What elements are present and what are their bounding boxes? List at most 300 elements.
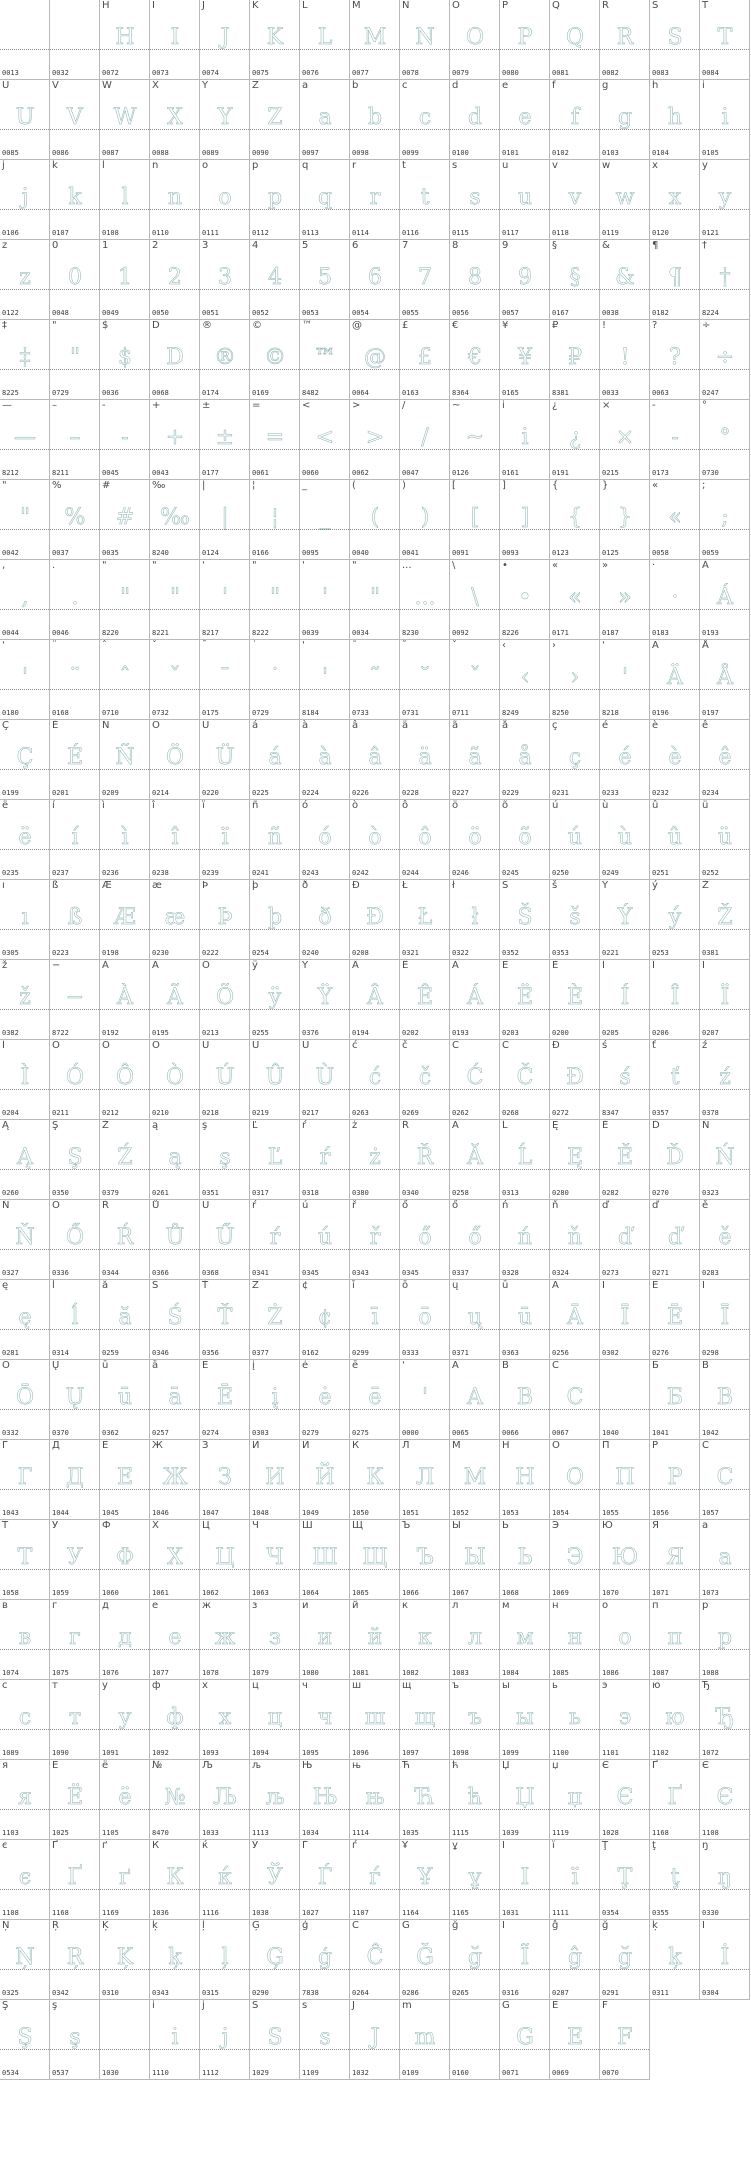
- glyph-preview: m: [414, 2025, 436, 2050]
- glyph-char-label: ‰: [152, 480, 166, 491]
- glyph-char-label: р: [702, 1600, 709, 1611]
- glyph-code: 1105: [102, 1829, 119, 1837]
- glyph-code: 0214: [152, 789, 169, 797]
- glyph-preview: {: [568, 505, 582, 530]
- glyph-cell: [150, 1440, 200, 1520]
- glyph-char-label: ф: [152, 1680, 161, 1691]
- glyph-code: 0173: [652, 469, 669, 477]
- glyph-preview: â: [368, 745, 382, 770]
- glyph-cell: [550, 560, 600, 640]
- glyph-preview: Х: [167, 1545, 183, 1570]
- glyph-preview: ť: [670, 1065, 680, 1090]
- glyph-code: 1079: [252, 1669, 269, 1677]
- glyph-preview: ќ: [218, 1865, 232, 1890]
- glyph-char-label: ": [352, 560, 357, 571]
- glyph-preview: %: [64, 505, 86, 530]
- glyph-code: 0056: [452, 309, 469, 317]
- glyph-cell: [150, 0, 200, 80]
- glyph-code: 0356: [202, 1349, 219, 1357]
- glyph-code: 0258: [452, 1189, 469, 1197]
- glyph-cell: [300, 400, 350, 480]
- glyph-code: 0161: [502, 469, 519, 477]
- glyph-char-label: N: [402, 0, 410, 11]
- glyph-code: 1100: [552, 1749, 569, 1757]
- glyph-char-label: >: [352, 400, 361, 411]
- glyph-cell: [100, 1680, 150, 1760]
- glyph-preview: ћ: [467, 1785, 483, 1810]
- glyph-preview: V: [67, 105, 83, 130]
- glyph-preview: з: [269, 1625, 281, 1650]
- glyph-code: 1056: [652, 1509, 669, 1517]
- glyph-cell: [600, 1520, 650, 1600]
- glyph-cell: [300, 1200, 350, 1280]
- glyph-code: 0093: [502, 549, 519, 557]
- glyph-preview: в: [18, 1625, 32, 1650]
- glyph-code: 0124: [202, 549, 219, 557]
- glyph-preview: 5: [318, 265, 332, 290]
- glyph-cell: [600, 1600, 650, 1680]
- glyph-code: 1082: [402, 1669, 419, 1677]
- glyph-code: 0238: [152, 869, 169, 877]
- glyph-code: 0340: [402, 1189, 419, 1197]
- glyph-code: 0251: [652, 869, 669, 877]
- glyph-preview: Є: [716, 1785, 734, 1810]
- glyph-preview: ú: [567, 825, 583, 850]
- glyph-code: 1102: [652, 1749, 669, 1757]
- glyph-cell: [650, 640, 700, 720]
- glyph-preview: ķ: [168, 1945, 182, 1970]
- glyph-char-label: !: [602, 320, 607, 331]
- glyph-char-label: 9: [502, 240, 509, 251]
- glyph-char-label: с: [2, 1680, 8, 1691]
- glyph-cell: [500, 2000, 550, 2080]
- glyph-preview: Đ: [566, 1065, 584, 1090]
- glyph-char-label: Ï: [702, 960, 705, 971]
- glyph-preview: М: [463, 1465, 487, 1490]
- glyph-code: 0287: [552, 1989, 569, 1997]
- glyph-cell: [400, 1360, 450, 1440]
- glyph-cell: [300, 240, 350, 320]
- glyph-cell: [600, 1120, 650, 1200]
- glyph-preview: ю: [665, 1705, 685, 1730]
- glyph-preview: У: [67, 1545, 83, 1570]
- glyph-char-label: s: [302, 2000, 308, 2011]
- glyph-char-label: ÷: [702, 320, 711, 331]
- glyph-preview: ķ: [668, 1945, 682, 1970]
- glyph-preview: Ĉ: [366, 1945, 384, 1970]
- glyph-char-label: °: [702, 400, 707, 411]
- glyph-cell: [600, 1760, 650, 1840]
- glyph-char-label: €: [452, 320, 459, 331]
- glyph-code: 0193: [452, 1029, 469, 1037]
- glyph-code: 0088: [152, 149, 169, 157]
- glyph-char-label: ": [52, 320, 57, 331]
- glyph-preview: Ų: [65, 1385, 85, 1410]
- glyph-code: 0053: [302, 309, 319, 317]
- glyph-code: 0055: [402, 309, 419, 317]
- glyph-code: 1090: [52, 1749, 69, 1757]
- glyph-preview: ˇ: [469, 665, 481, 690]
- glyph-char-label: М: [452, 1440, 461, 1451]
- glyph-preview: Ő: [65, 1225, 85, 1250]
- glyph-char-label: ;: [702, 480, 706, 491]
- glyph-code: 0169: [252, 389, 269, 397]
- glyph-cell: [350, 800, 400, 880]
- glyph-cell: [600, 880, 650, 960]
- glyph-preview: °: [719, 425, 731, 450]
- glyph-char-label: Ú: [202, 1040, 210, 1051]
- glyph-cell: [550, 1840, 600, 1920]
- glyph-code: 1168: [52, 1909, 69, 1917]
- glyph-code: 0729: [52, 389, 69, 397]
- glyph-preview: Ґ: [67, 1865, 83, 1890]
- glyph-preview: ő: [468, 1225, 482, 1250]
- glyph-preview: ‡: [19, 345, 31, 370]
- glyph-cell: [200, 1200, 250, 1280]
- glyph-code: 0091: [452, 549, 469, 557]
- glyph-char-label: ç: [552, 720, 558, 731]
- glyph-cell: [250, 560, 300, 640]
- glyph-preview: Þ: [217, 905, 233, 930]
- glyph-code: 0037: [52, 549, 69, 557]
- glyph-code: 8217: [202, 629, 219, 637]
- glyph-char-label: e: [502, 80, 509, 91]
- glyph-code: 1052: [452, 1509, 469, 1517]
- glyph-preview: .: [71, 585, 79, 610]
- glyph-code: 0044: [2, 629, 19, 637]
- glyph-cell: [700, 320, 750, 400]
- glyph-char-label: <: [302, 400, 311, 411]
- glyph-cell: [50, 320, 100, 400]
- glyph-cell: [250, 160, 300, 240]
- glyph-preview: Ŕ: [116, 1225, 134, 1250]
- glyph-code: 0273: [602, 1269, 619, 1277]
- glyph-cell: [400, 0, 450, 80]
- glyph-char-label: ґ: [102, 1840, 108, 1851]
- glyph-preview: ¢: [318, 1305, 332, 1330]
- glyph-char-label: »: [602, 560, 609, 571]
- glyph-cell: [700, 80, 750, 160]
- glyph-cell: [250, 1760, 300, 1840]
- glyph-cell: [0, 1360, 50, 1440]
- glyph-cell: [150, 480, 200, 560]
- glyph-preview: Ŗ: [66, 1945, 84, 1970]
- glyph-preview: Y: [217, 105, 233, 130]
- glyph-char-label: ÿ: [252, 960, 258, 971]
- glyph-code: 0058: [652, 549, 669, 557]
- glyph-code: 0113: [302, 229, 319, 237]
- glyph-cell: [50, 1520, 100, 1600]
- glyph-code: 1076: [102, 1669, 119, 1677]
- glyph-cell: [400, 880, 450, 960]
- glyph-preview: Ѓ: [317, 1865, 333, 1890]
- glyph-code: 0235: [2, 869, 19, 877]
- glyph-char-label: 3: [202, 240, 209, 251]
- glyph-code: 0174: [202, 389, 219, 397]
- glyph-code: 0333: [402, 1349, 419, 1357]
- glyph-cell: [450, 1360, 500, 1440]
- glyph-code: 0213: [202, 1029, 219, 1037]
- glyph-char-label: м: [502, 1600, 510, 1611]
- glyph-code: 0070: [602, 2069, 619, 2077]
- glyph-code: 8249: [502, 709, 519, 717]
- glyph-char-label: ©: [252, 320, 262, 331]
- glyph-preview: ф: [166, 1705, 184, 1730]
- glyph-preview: i: [721, 105, 729, 130]
- glyph-cell: [550, 720, 600, 800]
- glyph-cell: [200, 960, 250, 1040]
- glyph-code: 1040: [602, 1429, 619, 1437]
- glyph-preview: Ż: [267, 1305, 283, 1330]
- glyph-code: 0242: [352, 869, 369, 877]
- glyph-preview: ý: [668, 905, 682, 930]
- glyph-cell: [550, 80, 600, 160]
- glyph-code: 1049: [302, 1509, 319, 1517]
- glyph-preview: ô: [418, 825, 432, 850]
- glyph-char-label: Ó: [52, 1040, 60, 1051]
- glyph-char-label: ї: [552, 1840, 555, 1851]
- glyph-char-label: ¿: [552, 400, 558, 411]
- glyph-code: 0299: [352, 1349, 369, 1357]
- glyph-preview: B: [516, 1385, 534, 1410]
- glyph-preview: ®: [214, 345, 236, 370]
- glyph-preview: F: [617, 2025, 633, 2050]
- glyph-char-label: Ų: [52, 1360, 60, 1371]
- glyph-code: 0038: [602, 309, 619, 317]
- glyph-char-label: ğ: [452, 1920, 459, 1931]
- glyph-code: 0064: [352, 389, 369, 397]
- glyph-code: 0111: [202, 229, 219, 237]
- glyph-char-label: І: [502, 1840, 505, 1851]
- glyph-code: 0255: [252, 1029, 269, 1037]
- glyph-code: 0182: [652, 309, 669, 317]
- glyph-char-label: Ö: [152, 720, 160, 731]
- glyph-code: 0090: [252, 149, 269, 157]
- glyph-code: 1034: [302, 1829, 319, 1837]
- glyph-cell: [450, 160, 500, 240]
- glyph-cell: [700, 400, 750, 480]
- glyph-cell: [250, 240, 300, 320]
- glyph-char-label: 2: [152, 240, 159, 251]
- glyph-cell: [50, 480, 100, 560]
- glyph-preview: X: [167, 105, 183, 130]
- glyph-cell: [250, 880, 300, 960]
- glyph-preview: к: [418, 1625, 432, 1650]
- glyph-char-label: Ж: [152, 1440, 163, 1451]
- glyph-char-label: ': [202, 560, 205, 571]
- glyph-char-label: Т: [2, 1520, 9, 1531]
- glyph-cell: [50, 720, 100, 800]
- glyph-preview: «: [568, 585, 582, 610]
- glyph-preview: ": [19, 505, 31, 530]
- glyph-cell: [150, 1360, 200, 1440]
- glyph-code: 0078: [402, 69, 419, 77]
- glyph-preview: ¿: [569, 425, 581, 450]
- glyph-preview: ŕ: [269, 1225, 281, 1250]
- glyph-cell: [450, 320, 500, 400]
- glyph-code: 1110: [152, 2069, 169, 2077]
- glyph-char-label: Ò: [152, 1040, 160, 1051]
- glyph-code: 1055: [602, 1509, 619, 1517]
- glyph-cell: [450, 720, 500, 800]
- glyph-preview: ': [221, 585, 229, 610]
- glyph-cell: [500, 1200, 550, 1280]
- glyph-cell: [250, 960, 300, 1040]
- glyph-code: 0180: [2, 709, 19, 717]
- glyph-char-label: .: [52, 560, 56, 571]
- glyph-cell: [0, 880, 50, 960]
- glyph-code: 1041: [652, 1429, 669, 1437]
- glyph-code: 0351: [202, 1189, 219, 1197]
- glyph-code: 0353: [552, 949, 569, 957]
- glyph-preview: Â: [367, 985, 383, 1010]
- glyph-preview: ŕ: [319, 1145, 331, 1170]
- glyph-code: 0206: [652, 1029, 669, 1037]
- glyph-char-label: č: [402, 1040, 408, 1051]
- glyph-cell: [400, 720, 450, 800]
- glyph-char-label: «: [552, 560, 559, 571]
- glyph-code: 0215: [602, 469, 619, 477]
- glyph-preview: à: [318, 745, 332, 770]
- glyph-char-label: j: [2, 160, 5, 171]
- glyph-preview: З: [218, 1465, 232, 1490]
- glyph-preview: Ï: [720, 985, 730, 1010]
- glyph-cell: [500, 720, 550, 800]
- glyph-preview: >: [365, 425, 385, 450]
- glyph-cell: [450, 640, 500, 720]
- glyph-code: 0730: [702, 469, 719, 477]
- glyph-preview: á: [268, 745, 282, 770]
- glyph-code: 0276: [652, 1349, 669, 1357]
- glyph-code: 1116: [202, 1909, 219, 1917]
- glyph-cell: [150, 1680, 200, 1760]
- glyph-cell: [400, 960, 450, 1040]
- glyph-cell: [500, 160, 550, 240]
- glyph-preview: —: [14, 425, 36, 450]
- glyph-cell: [650, 960, 700, 1040]
- glyph-code: 0731: [402, 709, 419, 717]
- glyph-code: 8230: [402, 629, 419, 637]
- glyph-code: 0262: [452, 1109, 469, 1117]
- glyph-code: 0366: [152, 1269, 169, 1277]
- glyph-preview: ': [21, 665, 29, 690]
- glyph-code: 0032: [52, 69, 69, 77]
- glyph-cell: [500, 80, 550, 160]
- glyph-preview: ": [69, 345, 81, 370]
- glyph-code: 0060: [302, 469, 319, 477]
- glyph-char-label: ĝ: [552, 1920, 559, 1931]
- glyph-code: 0265: [452, 1989, 469, 1997]
- glyph-code: 1039: [502, 1829, 519, 1837]
- glyph-code: 0246: [452, 869, 469, 877]
- glyph-cell: [50, 1120, 100, 1200]
- glyph-preview: š: [569, 905, 581, 930]
- glyph-cell: [100, 480, 150, 560]
- glyph-cell: [350, 0, 400, 80]
- glyph-preview: Ў: [267, 1865, 283, 1890]
- glyph-char-label: ź: [702, 1040, 708, 1051]
- glyph-cell: [650, 1120, 700, 1200]
- glyph-preview: С: [716, 1465, 734, 1490]
- glyph-code: 0229: [502, 789, 519, 797]
- glyph-char-label: 0: [52, 240, 59, 251]
- glyph-cell: [0, 1600, 50, 1680]
- glyph-char-label: Ћ: [402, 1760, 410, 1771]
- glyph-code: 1089: [2, 1749, 19, 1757]
- glyph-code: 0342: [52, 1989, 69, 1997]
- glyph-cell: [500, 560, 550, 640]
- glyph-preview: Ţ: [617, 1865, 633, 1890]
- glyph-code: 0321: [402, 949, 419, 957]
- glyph-preview: Ň: [15, 1225, 35, 1250]
- glyph-preview: х: [218, 1705, 232, 1730]
- glyph-code: 0378: [702, 1109, 719, 1117]
- glyph-preview: ĝ: [567, 1945, 583, 1970]
- glyph-code: 0192: [102, 1029, 119, 1037]
- glyph-char-label: §: [552, 240, 557, 251]
- glyph-preview: <: [315, 425, 335, 450]
- glyph-cell: [350, 720, 400, 800]
- glyph-preview: Н: [515, 1465, 535, 1490]
- glyph-preview: ¶: [668, 265, 682, 290]
- glyph-cell: [400, 1520, 450, 1600]
- glyph-cell: [250, 1600, 300, 1680]
- glyph-code: 0106: [2, 229, 19, 237]
- glyph-preview: /: [421, 425, 429, 450]
- glyph-code: 0272: [552, 1109, 569, 1117]
- glyph-char-label: Д: [52, 1440, 60, 1451]
- glyph-code: 1051: [402, 1509, 419, 1517]
- glyph-code: 0160: [452, 2069, 469, 2077]
- glyph-char-label: Ű: [202, 1200, 210, 1211]
- glyph-char-label: õ: [502, 800, 509, 811]
- glyph-preview: Û: [265, 1065, 285, 1090]
- glyph-cell: [500, 880, 550, 960]
- glyph-cell: [50, 1680, 100, 1760]
- glyph-code: 1080: [302, 1669, 319, 1677]
- glyph-preview: ń: [517, 1225, 533, 1250]
- glyph-preview: Ж: [162, 1465, 188, 1490]
- glyph-cell: [550, 1520, 600, 1600]
- glyph-cell: [100, 1280, 150, 1360]
- glyph-preview: ï: [221, 825, 229, 850]
- glyph-code: 0226: [352, 789, 369, 797]
- glyph-char-label: n: [152, 160, 159, 171]
- glyph-preview: ѓ: [369, 1865, 381, 1890]
- glyph-cell: [300, 160, 350, 240]
- glyph-char-label: њ: [352, 1760, 361, 1771]
- glyph-preview: E: [566, 2025, 584, 2050]
- glyph-char-label: ю: [652, 1680, 661, 1691]
- glyph-cell: [300, 560, 350, 640]
- glyph-cell: [50, 560, 100, 640]
- glyph-cell: [250, 2000, 300, 2080]
- glyph-cell: [0, 2000, 50, 2080]
- glyph-code: 0221: [602, 949, 619, 957]
- glyph-preview: Đ: [366, 905, 384, 930]
- glyph-preview: [456, 2016, 494, 2060]
- glyph-char-label: -: [652, 400, 656, 411]
- glyph-preview: ê: [718, 745, 732, 770]
- glyph-cell: [700, 800, 750, 880]
- glyph-code: 1072: [702, 1749, 719, 1757]
- glyph-code: 1038: [252, 1909, 269, 1917]
- glyph-code: 7838: [302, 1989, 319, 1997]
- glyph-char-label: С: [702, 1440, 709, 1451]
- glyph-char-label: •: [502, 560, 508, 571]
- glyph-code: 0323: [702, 1189, 719, 1197]
- glyph-code: 0379: [102, 1189, 119, 1197]
